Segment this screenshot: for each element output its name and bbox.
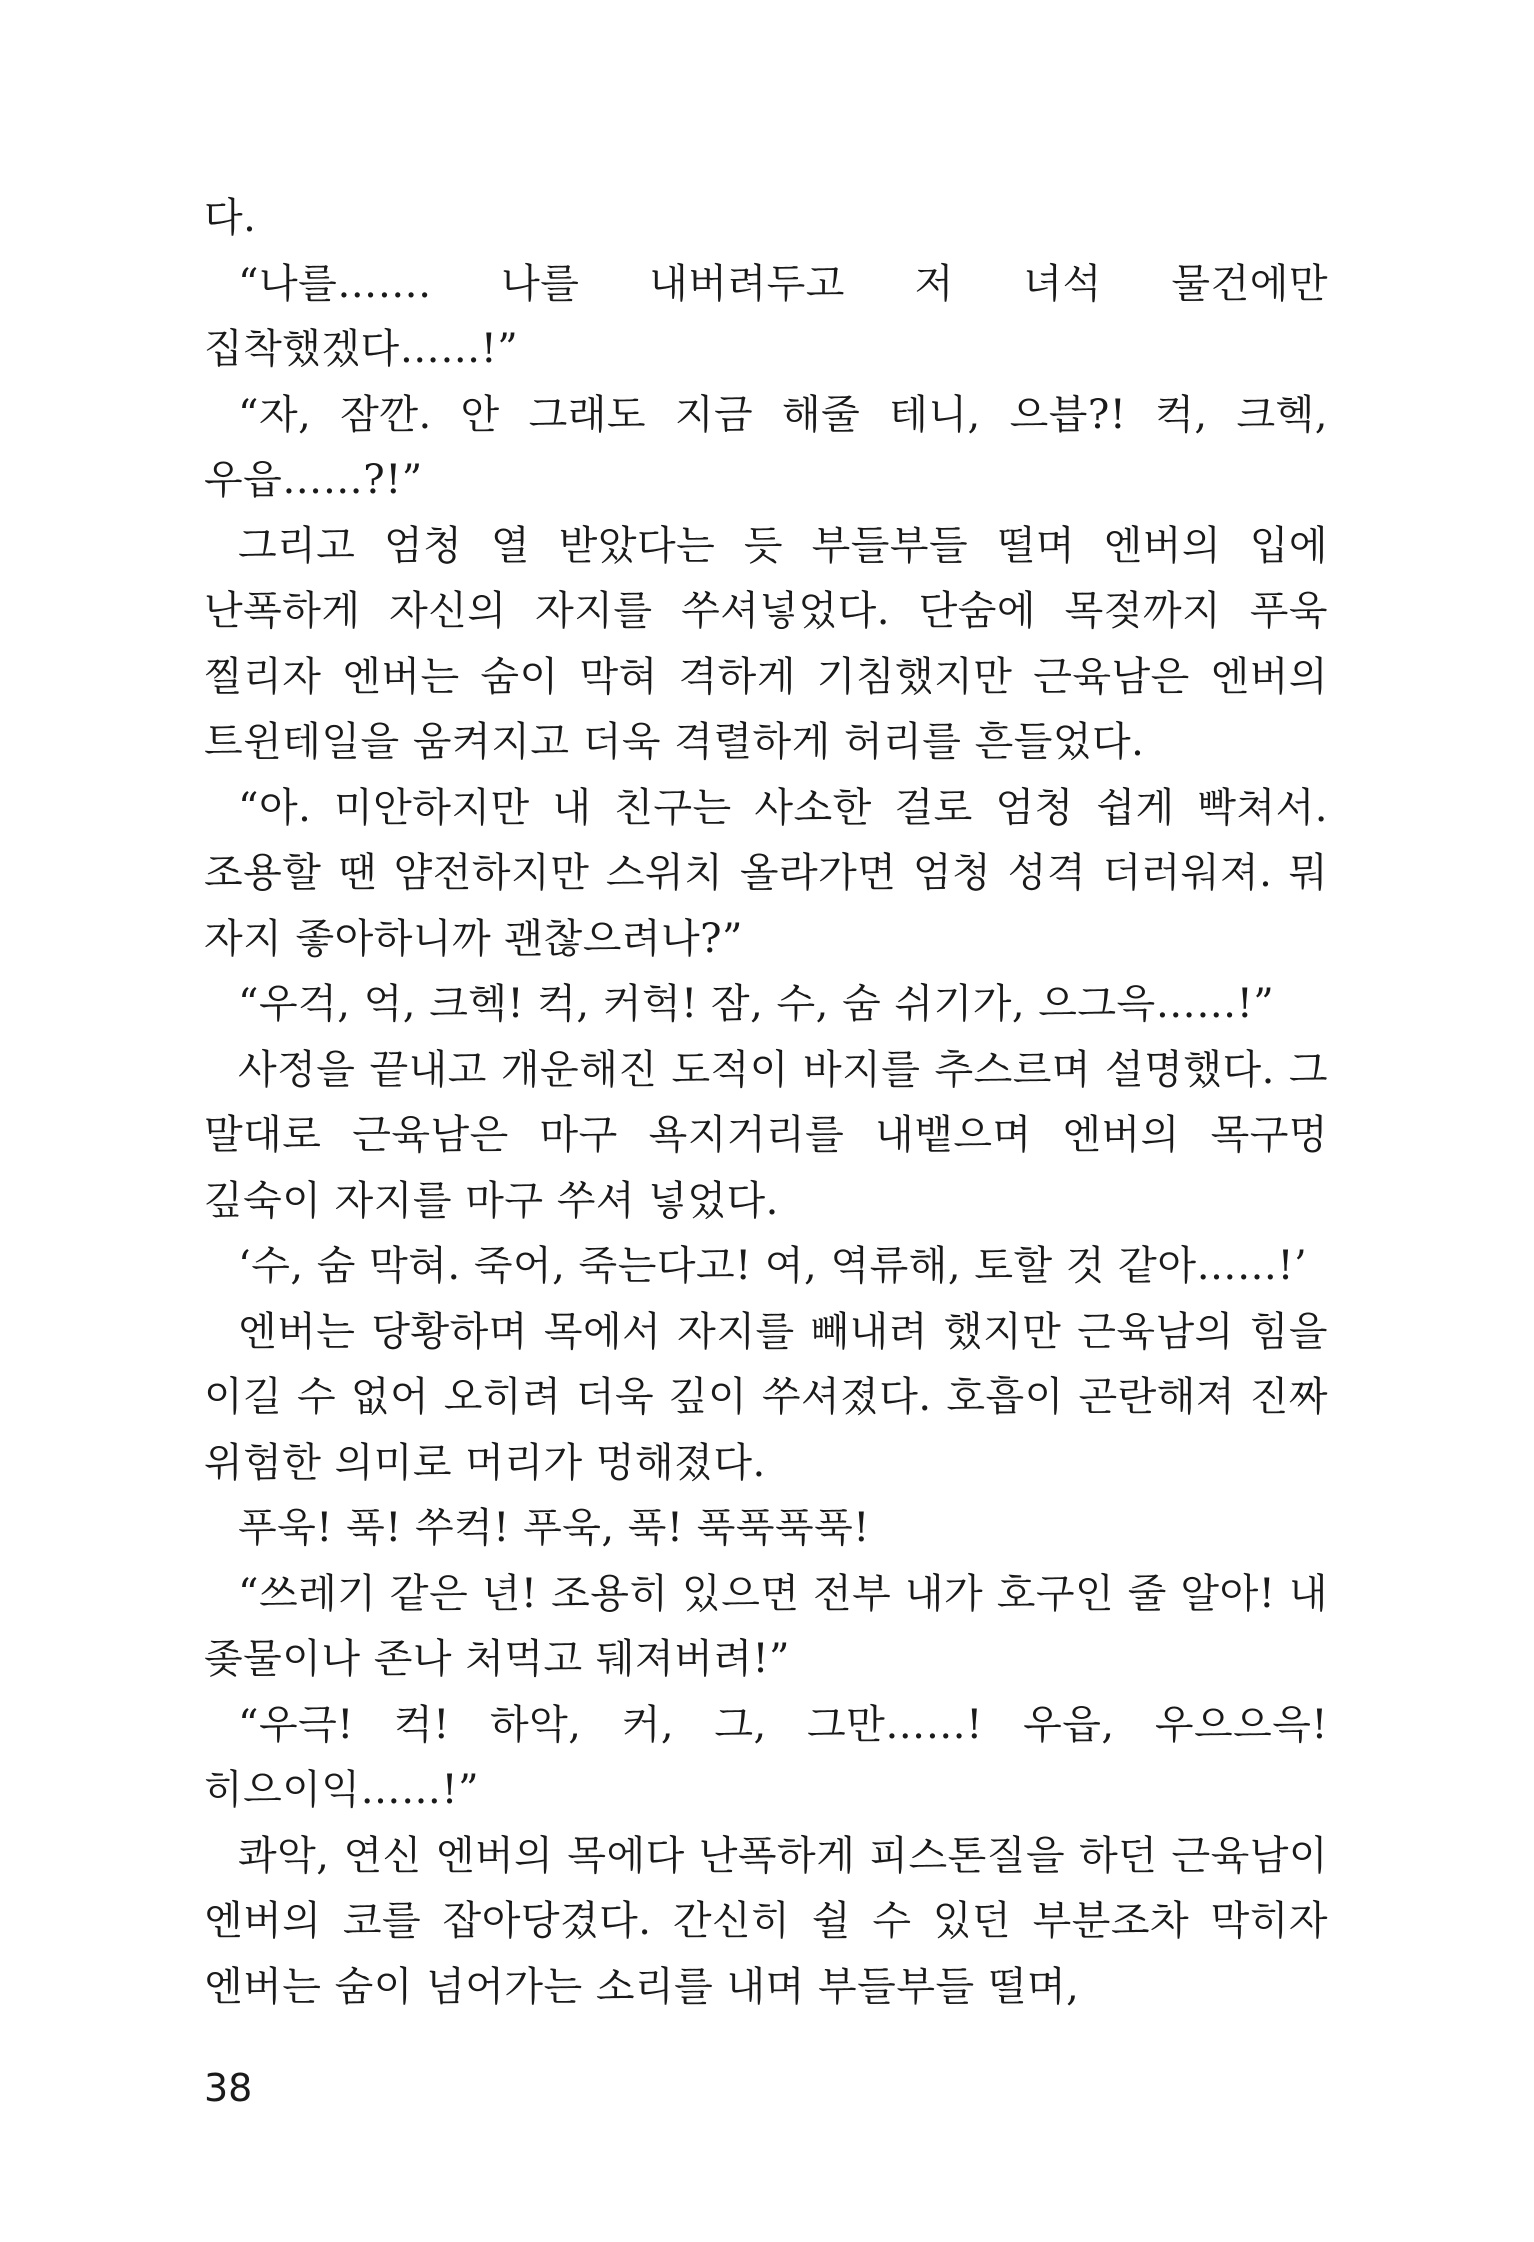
paragraph: 콰악, 연신 엔버의 목에다 난폭하게 피스톤질을 하던 근육남이 엔버의 코를 잡아당겼다. 간신히 쉴 수 있던 부분조차 막히자 엔버는 숨이 넘어가는 소리를 내며 부들부들 떨며,: [204, 1832, 1328, 2010]
paragraph: “우극! 컥! 하악, 커, 그, 그만……! 우읍, 우으으윽! 히으이익……!”: [204, 1701, 1328, 1813]
paragraph: 그리고 엄청 열 받았다는 듯 부들부들 떨며 엔버의 입에 난폭하게 자신의 자지를 쑤셔넣었다. 단숨에 목젖까지 푸욱 찔리자 엔버는 숨이 막혀 격하게 기침했지만 근육남은 엔버의 트윈테일을 움켜지고 더욱 격렬하게 허리를 흔들었다.: [204, 522, 1328, 765]
paragraph: “아. 미안하지만 내 친구는 사소한 걸로 엄청 쉽게 빡쳐서. 조용할 땐 얌전하지만 스위치 올라가면 엄청 성격 더러워져. 뭐 자지 좋아하니까 괜찮으려나?”: [204, 784, 1328, 962]
paragraph: 다.: [204, 195, 257, 241]
paragraph: ‘수, 숨 막혀. 죽어, 죽는다고! 여, 역류해, 토할 것 같아……!’: [238, 1243, 1308, 1289]
page-body-text: [204, 186, 1328, 2020]
paragraph: 사정을 끝내고 개운해진 도적이 바지를 추스르며 설명했다. 그 말대로 근육남은 마구 욕지거리를 내뱉으며 엔버의 목구멍 깊숙이 자지를 마구 쑤셔 넣었다.: [204, 1046, 1328, 1224]
paragraph: 엔버는 당황하며 목에서 자지를 빼내려 했지만 근육남의 힘을 이길 수 없어 오히려 더욱 깊이 쑤셔졌다. 호흡이 곤란해져 진짜 위험한 의미로 머리가 멍해졌다.: [204, 1308, 1328, 1486]
paragraph: “자, 잠깐. 안 그래도 지금 해줄 테니, 으븝?! 컥, 크헥, 우읍……?!”: [204, 391, 1328, 503]
paragraph: “쓰레기 같은 년! 조용히 있으면 전부 내가 호구인 줄 알아! 내 좆물이나 존나 처먹고 뒈져버려!”: [204, 1570, 1328, 1682]
paragraph: “우걱, 억, 크헥! 컥, 커헉! 잠, 수, 숨 쉬기가, 으그윽……!”: [238, 981, 1275, 1027]
paragraph: 푸욱! 푹! 쑤컥! 푸욱, 푹! 푹푹푹푹!: [238, 1505, 870, 1551]
page-number: 38: [204, 2066, 253, 2110]
paragraph: “나를……. 나를 내버려두고 저 녀석 물건에만 집착했겠다……!”: [204, 260, 1328, 372]
